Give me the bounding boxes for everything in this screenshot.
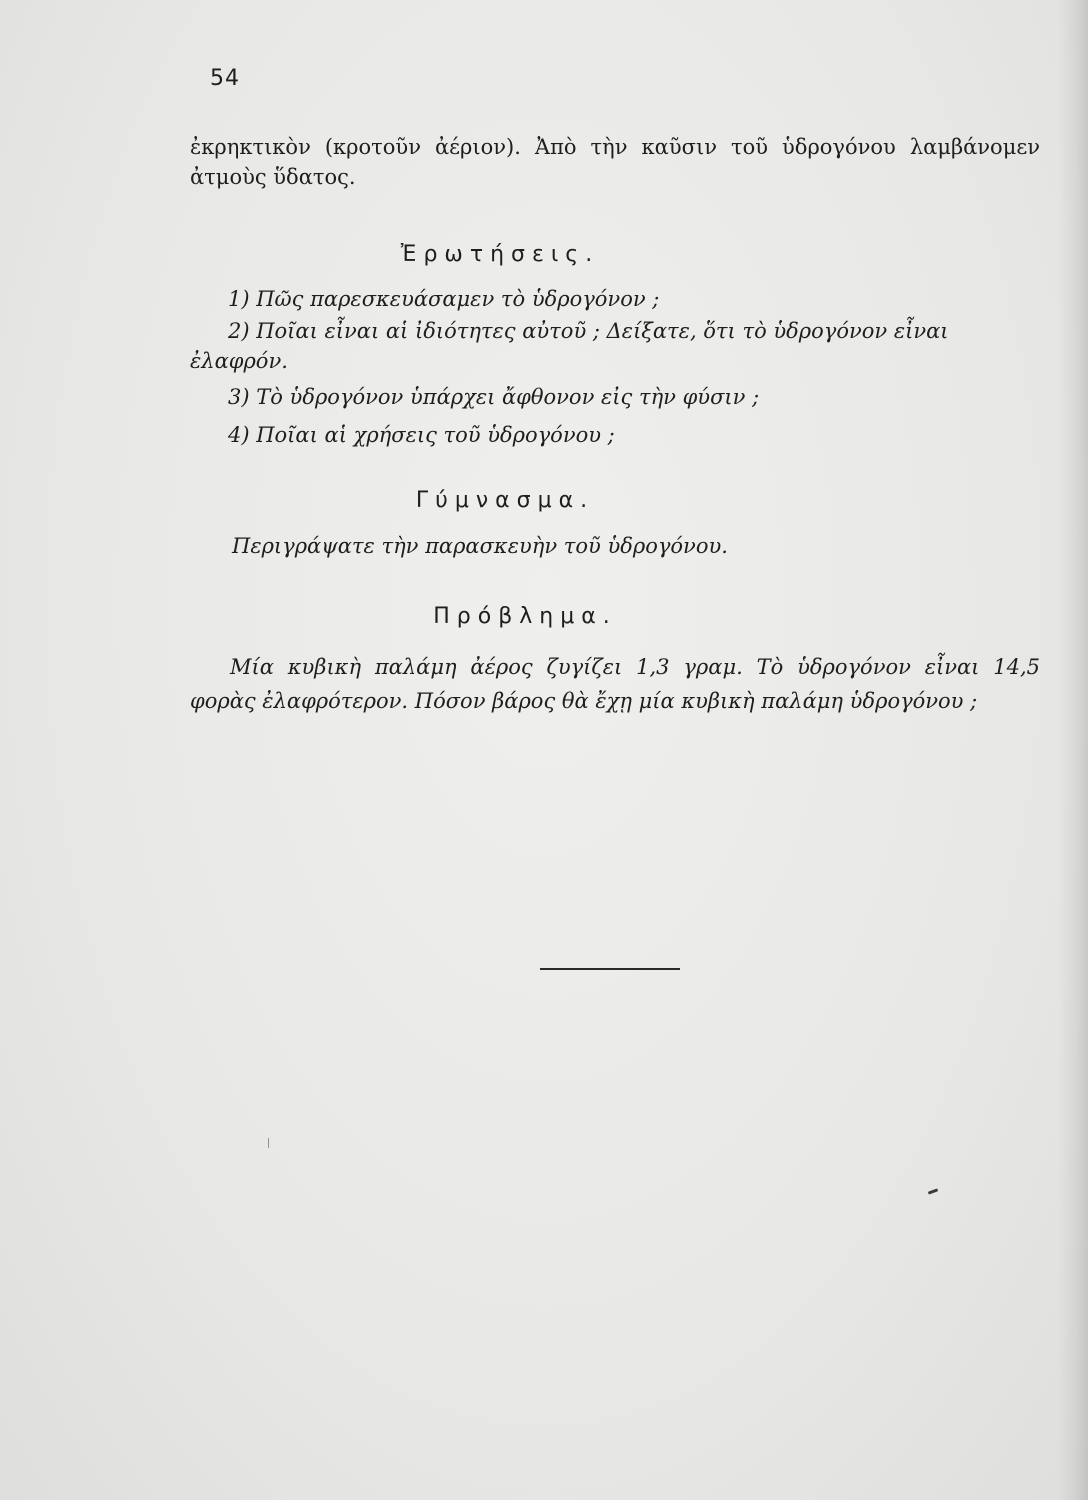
section-end-rule <box>540 968 680 970</box>
exercise-heading: Γύμνασμα. <box>415 488 595 513</box>
page-number: 54 <box>210 66 240 91</box>
question-3: 3) Τὸ ὑδρογόνον ὑπάρχει ἄφθονον εἰς τὴν φύσιν ; <box>228 385 760 409</box>
question-4: 4) Ποῖαι αἱ χρήσεις τοῦ ὑδρογόνου ; <box>228 423 615 447</box>
problem-heading: Πρόβλημα. <box>433 604 617 629</box>
question-1: 1) Πῶς παρεσκευάσαμεν τὸ ὑδρογόνον ; <box>228 287 660 311</box>
page-edge-shadow <box>1058 0 1088 1500</box>
question-2-continuation: ἐλαφρόν. <box>190 349 288 373</box>
print-speck <box>268 1138 269 1148</box>
problem-text: Μία κυβικὴ παλάμη ἀέρος ζυγίζει 1,3 γραμ. Τὸ ὑδρογόνον εἶναι 14,5 φορὰς ἐλαφρότερον. Πόσον βάρος θὰ ἔχῃ μία κυβικὴ παλάμη ὑδρογόνου ; <box>190 655 1040 713</box>
question-2: 2) Ποῖαι εἶναι αἱ ἰδιότητες αὐτοῦ ; Δείξατε, ὅτι τὸ ὑδρογόνον εἶναι <box>228 319 949 343</box>
questions-heading: Ἐρωτήσεις. <box>400 242 600 267</box>
print-speck <box>928 1188 938 1194</box>
exercise-text: Περιγράψατε τὴν παρασκευὴν τοῦ ὑδρογόνου. <box>232 534 728 558</box>
intro-paragraph: ἐκρηκτικὸν (κροτοῦν ἀέριον). Ἀπὸ τὴν καῦσιν τοῦ ὑδρογόνου λαμβάνομεν ἀτμοὺς ὕδατος. <box>190 135 1040 189</box>
